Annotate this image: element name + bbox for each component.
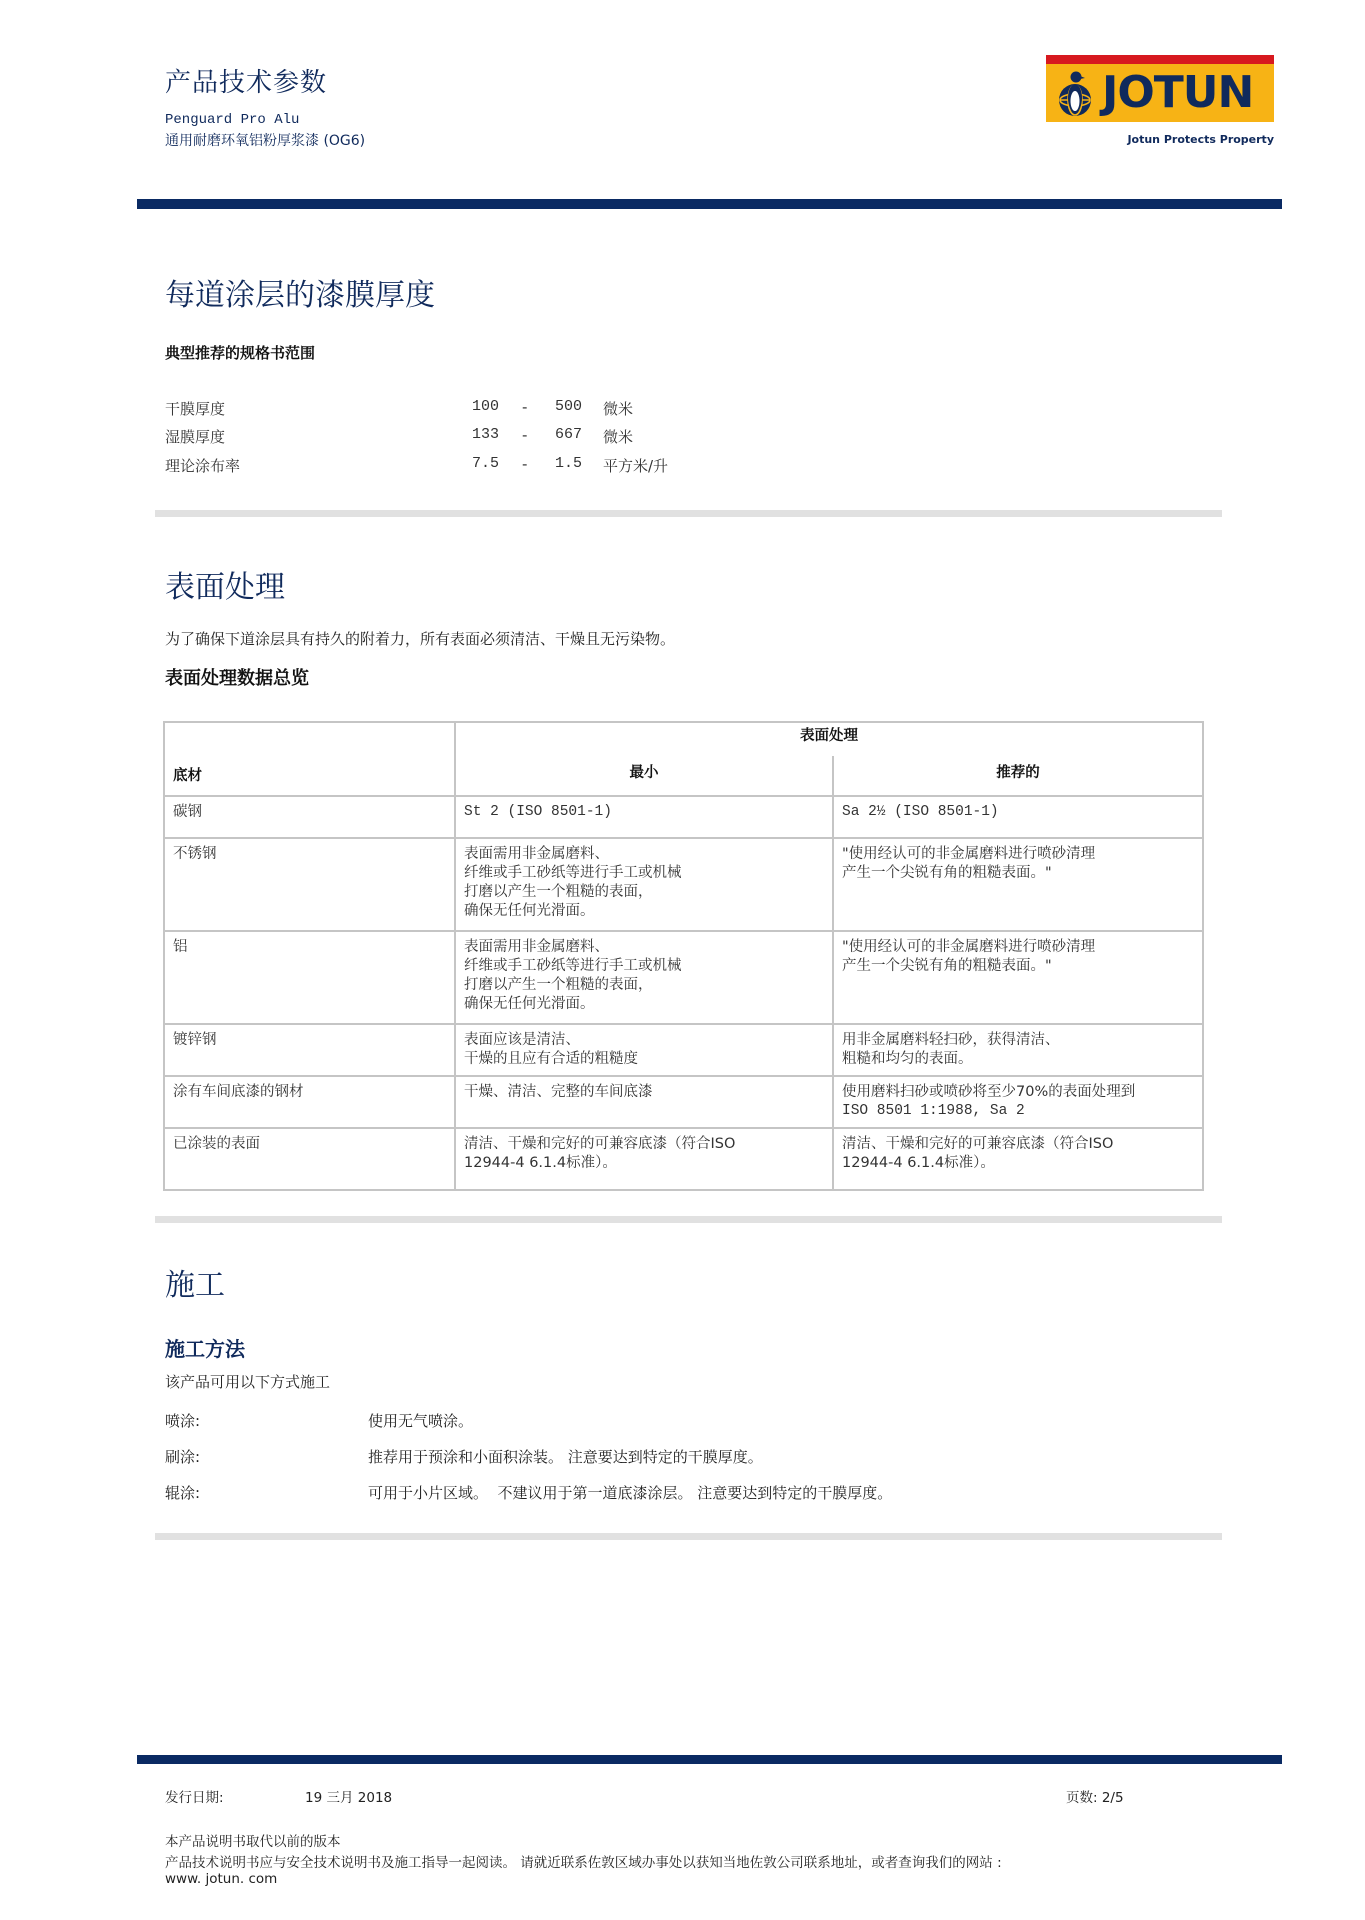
cell-line: 表面需用非金属磨料、 [464,846,609,862]
product-name: Penguard Pro Alu [165,112,300,128]
header-substrate: 底材 [164,722,455,796]
logo-yellow-box [1046,64,1274,122]
cell-substrate: 镀锌钢 [164,1024,455,1076]
section-title-film-thickness: 每道涂层的漆膜厚度 [165,278,435,313]
spec-min: 133 [472,426,500,443]
cell-recommended [833,1024,1203,1076]
penguin-globe-icon [1054,68,1096,118]
cell-line: 12944-4 6.1.4标准）。 [464,1155,617,1171]
table-row [164,1076,1203,1128]
spec-unit: 微米 [603,400,634,418]
spec-row-dft [165,398,765,426]
spec-label: 湿膜厚度 [165,428,226,446]
table-row [164,1128,1203,1190]
method-value-roller: 可用于小片区域。 不建议用于第一道底漆涂层。 注意要达到特定的干膜厚度。 [368,1484,893,1502]
cell-substrate: 涂有车间底漆的钢材 [164,1076,455,1128]
cell-line: 表面应该是清洁、 [464,1032,580,1048]
cell-line: "使用经认可的非金属磨料进行喷砂清理 [842,939,1096,955]
spec-max: 1.5 [555,455,583,472]
section-title-surface-prep: 表面处理 [165,570,285,605]
cell-recommended [833,838,1203,931]
header-recommended: 推荐的 [833,756,1203,796]
surface-prep-intro: 为了确保下道涂层具有持久的附着力，所有表面必须清洁、干燥且无污染物。 [165,630,676,648]
table-header-row-top [164,722,1203,756]
application-intro: 该产品可用以下方式施工 [165,1373,331,1391]
website-link[interactable]: www. jotun. com [165,1871,278,1887]
surface-prep-table [163,721,1204,1191]
spec-dash: - [522,426,528,444]
cell-min [455,931,833,1024]
cell-line: 清洁、干燥和完好的可兼容底漆（符合ISO [464,1136,736,1152]
cell-substrate: 不锈钢 [164,838,455,931]
spec-dash: - [522,455,528,473]
issue-date-value: 19 三月 2018 [305,1790,393,1806]
cell-line: 12944-4 6.1.4标准）。 [842,1155,995,1171]
spec-dash: - [522,398,528,416]
table-row [164,1024,1203,1076]
logo-tagline: Jotun Protects Property [1127,133,1274,146]
cell-line: 确保无任何光滑面。 [464,903,595,919]
cell-min [455,1076,833,1128]
footer-divider [137,1755,1282,1764]
method-label-spray: 喷涂: [165,1412,201,1430]
method-label-roller: 辊涂: [165,1484,201,1502]
method-label-brush: 刷涂: [165,1448,201,1466]
table-row [164,796,1203,838]
cell-min: St 2 (ISO 8501-1) [455,796,833,838]
application-method-title: 施工方法 [165,1337,245,1361]
cell-line: 使用磨料扫砂或喷砂将至少70%的表面处理到 [842,1084,1136,1100]
cell-recommended [833,1128,1203,1190]
cell-line: 干燥、清洁、完整的车间底漆 [464,1084,653,1100]
section-title-application: 施工 [165,1268,225,1303]
spec-row-wft [165,426,765,454]
spec-row-spreading-rate [165,455,765,483]
surface-prep-overview-title: 表面处理数据总览 [165,668,309,689]
jotun-logo [1046,55,1274,146]
page-number: 页数: 2/5 [1066,1790,1124,1806]
cell-line: 打磨以产生一个粗糙的表面， [464,884,653,900]
cell-substrate: 已涂装的表面 [164,1128,455,1190]
spec-min: 7.5 [472,455,500,472]
spec-unit: 微米 [603,428,634,446]
method-value-brush: 推荐用于预涂和小面积涂装。 注意要达到特定的干膜厚度。 [368,1448,763,1466]
spec-max: 667 [555,426,583,443]
cell-substrate: 碳钢 [164,796,455,838]
cell-min [455,1024,833,1076]
cell-recommended [833,1076,1203,1128]
spec-min: 100 [472,398,500,415]
header-surface-prep-group: 表面处理 [455,722,1203,756]
header-divider [137,199,1282,209]
cell-line: 清洁、干燥和完好的可兼容底漆（符合ISO [842,1136,1114,1152]
spec-label: 理论涂布率 [165,457,241,475]
logo-red-stripe [1046,55,1274,64]
cell-line: 产生一个尖锐有角的粗糙表面。" [842,865,1052,881]
cell-line: 用非金属磨料轻扫砂，获得清洁、 [842,1032,1060,1048]
cell-line: 确保无任何光滑面。 [464,996,595,1012]
cell-line: 打磨以产生一个粗糙的表面， [464,977,653,993]
document-title: 产品技术参数 [165,68,328,98]
cell-line: 纤维或手工砂纸等进行手工或机械 [464,865,682,881]
cell-line: 纤维或手工砂纸等进行手工或机械 [464,958,682,974]
cell-min [455,1128,833,1190]
reading-note: 产品技术说明书应与安全技术说明书及施工指导一起阅读。 请就近联系佐敦区域办事处以获知当地佐敦公司联系地址，或者查询我们的网站 : [165,1855,1002,1871]
cell-line: ISO 8501 1:1988, Sa 2 [842,1103,1025,1119]
issue-date-label: 发行日期: [165,1790,224,1806]
cell-line: 表面需用非金属磨料、 [464,939,609,955]
cell-min [455,838,833,931]
product-description: 通用耐磨环氧铝粉厚浆漆 (OG6) [165,133,366,149]
cell-substrate: 铝 [164,931,455,1024]
section-divider [155,1533,1222,1540]
cell-line: 粗糙和均匀的表面。 [842,1051,973,1067]
spec-unit: 平方米/升 [603,457,669,475]
table-row [164,931,1203,1024]
logo-wordmark: JOTUN [1102,67,1254,118]
table-row [164,838,1203,931]
spec-range-subtitle: 典型推荐的规格书范围 [165,344,316,362]
spec-max: 500 [555,398,583,415]
supersede-note: 本产品说明书取代以前的版本 [165,1834,341,1850]
method-value-spray: 使用无气喷涂。 [368,1412,474,1430]
cell-recommended [833,931,1203,1024]
spec-label: 干膜厚度 [165,400,226,418]
cell-line: 干燥的且应有合适的粗糙度 [464,1051,638,1067]
section-divider [155,1216,1222,1223]
section-divider [155,510,1222,517]
cell-line: "使用经认可的非金属磨料进行喷砂清理 [842,846,1096,862]
cell-recommended: Sa 2½ (ISO 8501-1) [833,796,1203,838]
cell-line: 产生一个尖锐有角的粗糙表面。" [842,958,1052,974]
header-minimum: 最小 [455,756,833,796]
